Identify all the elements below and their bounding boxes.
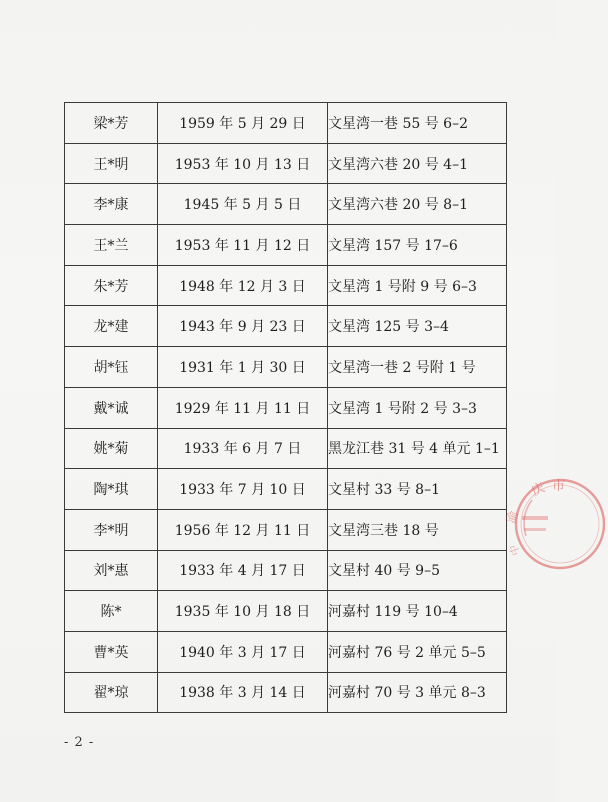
name-cell: 翟*琼 bbox=[65, 672, 158, 713]
table-row bbox=[65, 225, 507, 266]
address-cell: 文星村 33 号 8–1 bbox=[328, 469, 507, 510]
birth-date-cell: 1931 年 1 月 30 日 bbox=[158, 347, 328, 388]
address-cell: 文星湾 1 号附 9 号 6–3 bbox=[328, 265, 507, 306]
birth-date-cell: 1933 年 4 月 17 日 bbox=[158, 550, 328, 591]
table-row bbox=[65, 387, 507, 428]
address-cell: 河嘉村 119 号 10–4 bbox=[328, 591, 507, 632]
birth-date-cell: 1929 年 11 月 11 日 bbox=[158, 387, 328, 428]
birth-date-cell: 1933 年 6 月 7 日 bbox=[158, 428, 328, 469]
official-seal bbox=[503, 476, 608, 572]
table-row bbox=[65, 306, 507, 347]
table-row bbox=[65, 347, 507, 388]
table-row bbox=[65, 184, 507, 225]
address-cell: 文星湾 157 号 17–6 bbox=[328, 225, 507, 266]
address-cell: 文星湾一巷 2 号附 1 号 bbox=[328, 347, 507, 388]
table-row bbox=[65, 143, 507, 184]
address-cell: 河嘉村 70 号 3 单元 8–3 bbox=[328, 672, 507, 713]
svg-text:市: 市 bbox=[552, 479, 566, 494]
address-cell: 文星湾 1 号附 2 号 3–3 bbox=[328, 387, 507, 428]
birth-date-cell: 1948 年 12 月 3 日 bbox=[158, 265, 328, 306]
address-cell: 黑龙江巷 31 号 4 单元 1–1 bbox=[328, 428, 507, 469]
table-row bbox=[65, 672, 507, 713]
address-cell: 文星湾三巷 18 号 bbox=[328, 509, 507, 550]
name-cell: 李*明 bbox=[65, 509, 158, 550]
birth-date-cell: 1953 年 10 月 13 日 bbox=[158, 143, 328, 184]
table-row bbox=[65, 265, 507, 306]
birth-date-cell: 1956 年 12 月 11 日 bbox=[158, 509, 328, 550]
address-cell: 文星湾六巷 20 号 8–1 bbox=[328, 184, 507, 225]
name-cell: 王*明 bbox=[65, 143, 158, 184]
name-cell: 陈* bbox=[65, 591, 158, 632]
address-cell: 文星村 40 号 9–5 bbox=[328, 550, 507, 591]
name-cell: 王*兰 bbox=[65, 225, 158, 266]
birth-date-cell: 1940 年 3 月 17 日 bbox=[158, 631, 328, 672]
table-row bbox=[65, 509, 507, 550]
table-row bbox=[65, 469, 507, 510]
name-cell: 戴*诚 bbox=[65, 387, 158, 428]
name-cell: 姚*菊 bbox=[65, 428, 158, 469]
svg-text:中: 中 bbox=[506, 542, 523, 558]
name-cell: 朱*芳 bbox=[65, 265, 158, 306]
name-cell: 梁*芳 bbox=[65, 103, 158, 144]
svg-text:庆: 庆 bbox=[529, 480, 548, 500]
name-cell: 龙*建 bbox=[65, 306, 158, 347]
address-cell: 文星湾 125 号 3–4 bbox=[328, 306, 507, 347]
table-row bbox=[65, 591, 507, 632]
address-cell: 文星湾一巷 55 号 6–2 bbox=[328, 103, 507, 144]
table-row bbox=[65, 428, 507, 469]
birth-date-cell: 1938 年 3 月 14 日 bbox=[158, 672, 328, 713]
address-cell: 河嘉村 76 号 2 单元 5–5 bbox=[328, 631, 507, 672]
table-row bbox=[65, 550, 507, 591]
birth-date-cell: 1943 年 9 月 23 日 bbox=[158, 306, 328, 347]
birth-date-cell: 1933 年 7 月 10 日 bbox=[158, 469, 328, 510]
name-cell: 曹*英 bbox=[65, 631, 158, 672]
name-cell: 李*康 bbox=[65, 184, 158, 225]
birth-date-cell: 1945 年 5 月 5 日 bbox=[158, 184, 328, 225]
birth-date-cell: 1959 年 5 月 29 日 bbox=[158, 103, 328, 144]
name-cell: 刘*惠 bbox=[65, 550, 158, 591]
svg-text:渝: 渝 bbox=[503, 508, 521, 526]
table-row bbox=[65, 103, 507, 144]
table-body bbox=[65, 103, 507, 713]
table-row bbox=[65, 631, 507, 672]
residents-table bbox=[64, 102, 507, 713]
name-cell: 胡*钰 bbox=[65, 347, 158, 388]
birth-date-cell: 1953 年 11 月 12 日 bbox=[158, 225, 328, 266]
name-cell: 陶*琪 bbox=[65, 469, 158, 510]
address-cell: 文星湾六巷 20 号 4–1 bbox=[328, 143, 507, 184]
birth-date-cell: 1935 年 10 月 18 日 bbox=[158, 591, 328, 632]
page-number: - 2 - bbox=[64, 735, 95, 750]
